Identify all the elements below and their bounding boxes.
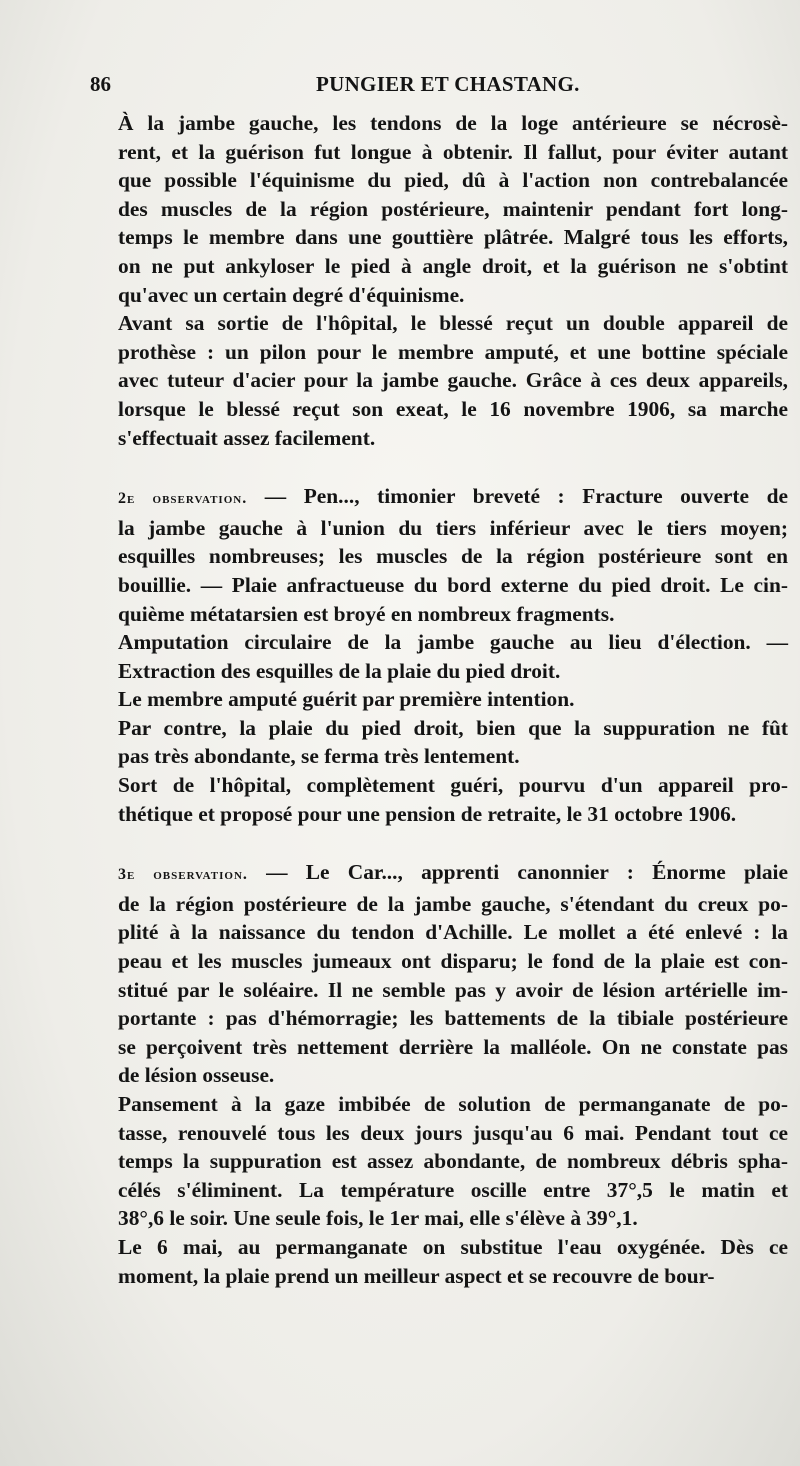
line-text: des muscles de la région postérieure, maintenir pendant fort long-	[118, 196, 788, 221]
line-text: de la région postérieure de la jambe gauche, s'étendant du creux po-	[118, 891, 788, 916]
text-line	[90, 771, 788, 800]
line-text: Avant sa sortie de l'hôpital, le blessé reçut un double appareil de	[118, 311, 788, 336]
line-text: Pansement à la gaze imbibée de solution de permanganate de po-	[118, 1092, 788, 1116]
observation-label: 3e observation.	[118, 866, 248, 884]
text-line	[90, 1119, 788, 1148]
line-text: la jambe gauche à l'union du tiers inférieur avec le tiers moyen;	[118, 515, 788, 540]
line-text: temps la suppuration est assez abondante, de nombreux débris spha-	[118, 1149, 788, 1174]
text-line	[90, 628, 788, 657]
text-line	[90, 1090, 788, 1119]
text-line	[90, 223, 788, 252]
page-number: 86	[90, 72, 111, 96]
paragraph-p6	[90, 714, 788, 771]
paragraph-p10	[90, 1233, 788, 1290]
text-line	[90, 800, 788, 829]
text-line	[90, 1061, 788, 1090]
line-text: Le 6 mai, au permanganate on substitue l'eau oxygénée. Dès ce	[118, 1234, 788, 1259]
text-line	[90, 1147, 788, 1176]
line-text: temps le membre dans une gouttière plâtrée. Malgré tous les efforts,	[118, 225, 788, 250]
line-text: Sort de l'hôpital, complètement guéri, pourvu d'un appareil pro-	[118, 773, 788, 798]
line-text: quième métatarsien est broyé en nombreux fragments.	[118, 601, 615, 626]
line-text: Amputation circulaire de la jambe gauche au lieu d'élection. —	[118, 630, 788, 655]
paragraph-p7	[90, 771, 788, 828]
text-line	[90, 890, 788, 919]
text-line	[90, 338, 788, 367]
paragraph-p2	[90, 309, 788, 452]
line-text: rent, et la guérison fut longue à obtenir. Il fallut, pour éviter autant	[118, 139, 788, 164]
text-line	[90, 571, 788, 600]
paragraph-p3	[90, 482, 788, 628]
text-line	[90, 714, 788, 743]
text-line	[90, 1033, 788, 1062]
line-text: bouillie. — Plaie anfractueuse du bord externe du pied droit. Le cin-	[118, 572, 788, 597]
line-text: se perçoivent très nettement derrière la malléole. On ne constate pas	[118, 1034, 788, 1059]
line-text: stitué par le soléaire. Il ne semble pas y avoir de lésion artérielle im-	[118, 977, 788, 1002]
paragraph-p8	[90, 858, 788, 1090]
text-line	[90, 542, 788, 571]
line-text: 38°,6 le soir. Une seule fois, le 1er mai, elle s'élève à 39°,1.	[118, 1206, 638, 1231]
line-text: — Pen..., timonier breveté : Fracture ouverte de	[264, 484, 788, 509]
line-text: moment, la plaie prend un meilleur aspect et se recouvre de bour-	[118, 1263, 715, 1288]
observation-label: 2e observation.	[118, 490, 248, 508]
paragraph-p1	[90, 109, 788, 309]
line-text: thétique et proposé pour une pension de retraite, le 31 octobre 1906.	[118, 801, 737, 826]
text-line	[90, 1176, 788, 1205]
line-text: tasse, renouvelé tous les deux jours jusqu'au 6 mai. Pendant tout ce	[118, 1120, 788, 1145]
text-line	[90, 482, 788, 514]
line-text: Le membre amputé guérit par première intention.	[118, 687, 575, 712]
text-line	[90, 657, 788, 686]
line-text: — Le Car..., apprenti canonnier : Énorme plaie	[266, 860, 788, 885]
line-text: s'effectuait assez facilement.	[118, 425, 376, 450]
text-line	[90, 138, 788, 167]
text-line	[90, 918, 788, 947]
line-text: esquilles nombreuses; les muscles de la région postérieure sont en	[118, 544, 788, 569]
text-line	[90, 309, 788, 338]
paragraph-p9	[90, 1090, 788, 1233]
line-text: que possible l'équinisme du pied, dû à l'action non contrebalancée	[118, 168, 788, 193]
text-line	[90, 600, 788, 629]
text-line	[90, 858, 788, 890]
paragraph-p5	[90, 685, 788, 714]
text-line	[90, 252, 788, 281]
line-text: lorsque le blessé reçut son exeat, le 16 novembre 1906, sa marche	[118, 396, 788, 421]
text-line	[90, 166, 788, 195]
text-line	[90, 109, 788, 138]
section-gap	[90, 452, 788, 482]
text-line	[90, 947, 788, 976]
line-text: avec tuteur d'acier pour la jambe gauche. Grâce à ces deux appareils,	[118, 368, 788, 393]
line-text: de lésion osseuse.	[118, 1063, 275, 1088]
line-text: pas très abondante, se ferma très lentement.	[118, 744, 520, 769]
running-title: PUNGIER ET CHASTANG.	[316, 72, 580, 96]
line-text: peau et les muscles jumeaux ont disparu; le fond de la plaie est con-	[118, 949, 788, 974]
page-header	[90, 72, 788, 97]
text-line	[90, 1004, 788, 1033]
line-text: célés s'éliminent. La température oscille entre 37°,5 le matin et	[118, 1177, 788, 1202]
text-line	[90, 1262, 788, 1291]
line-text: qu'avec un certain degré d'équinisme.	[118, 282, 465, 307]
text-line	[90, 685, 788, 714]
text-line	[90, 366, 788, 395]
line-text: plité à la naissance du tendon d'Achille. Le mollet a été enlevé : la	[118, 920, 788, 945]
line-text: portante : pas d'hémorragie; les battements de la tibiale postérieure	[118, 1006, 788, 1031]
paragraph-p4	[90, 628, 788, 685]
line-text: Par contre, la plaie du pied droit, bien que la suppuration ne fût	[118, 715, 788, 740]
text-line	[90, 195, 788, 224]
section-gap	[90, 828, 788, 858]
text-line	[90, 1233, 788, 1262]
text-line	[90, 976, 788, 1005]
text-line	[90, 281, 788, 310]
text-line	[90, 514, 788, 543]
text-line	[90, 424, 788, 453]
body-text	[90, 109, 788, 1290]
line-text: prothèse : un pilon pour le membre amputé, et une bottine spéciale	[118, 339, 788, 364]
text-line	[90, 395, 788, 424]
line-text: Extraction des esquilles de la plaie du pied droit.	[118, 658, 561, 683]
text-line	[90, 1204, 788, 1233]
line-text: À la jambe gauche, les tendons de la loge antérieure se nécrosè-	[118, 111, 788, 135]
line-text: on ne put ankyloser le pied à angle droit, et la guérison ne s'obtint	[118, 253, 788, 278]
text-line	[90, 742, 788, 771]
